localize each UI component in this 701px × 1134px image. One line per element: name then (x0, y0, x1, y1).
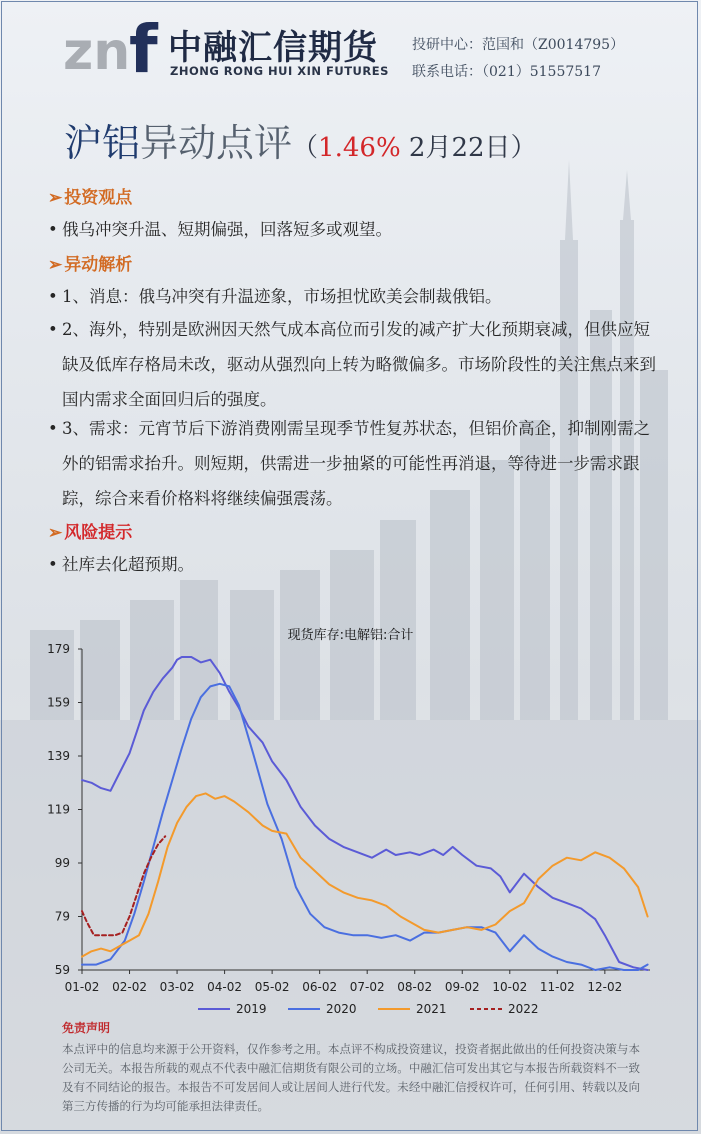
x-tick-label: 11-02 (539, 980, 575, 994)
series-line-2019 (82, 657, 648, 970)
title-product: 沪铝 (64, 121, 141, 165)
y-tick-label: 59 (54, 963, 70, 977)
x-tick-label: 05-02 (254, 980, 290, 994)
x-tick-label: 12-02 (587, 980, 623, 994)
inventory-line-chart (0, 640, 701, 1025)
x-tick-label: 06-02 (302, 980, 338, 994)
disclaimer-title: 免责声明 (62, 1021, 111, 1035)
x-tick-label: 01-02 (64, 980, 100, 994)
title-paren-close: ） (510, 133, 537, 163)
bullet-icon: • (48, 555, 58, 574)
y-tick-label: 179 (47, 642, 70, 656)
section-label: 风险提示 (64, 523, 133, 543)
view-item (48, 212, 660, 247)
title-date: 2月22日 (400, 133, 511, 163)
legend-label-2019: 2019 (236, 1002, 267, 1016)
legend-label-2021: 2021 (416, 1002, 447, 1016)
x-tick-label: 10-02 (492, 980, 528, 994)
legend-label-2022: 2022 (508, 1002, 539, 1016)
series-line-2020 (82, 684, 648, 970)
section-label: 异动解析 (64, 255, 133, 275)
y-tick-label: 159 (47, 695, 70, 710)
x-tick-label: 08-02 (397, 980, 433, 994)
bullet-icon: • (48, 287, 58, 306)
risk-item (48, 547, 660, 582)
company-logo-mark (63, 14, 163, 76)
arrow-icon: ➢ (48, 523, 63, 543)
arrow-icon: ➢ (48, 188, 63, 208)
arrow-icon: ➢ (48, 255, 63, 275)
section-risk (48, 518, 132, 543)
y-tick-label: 99 (54, 856, 70, 870)
bullet-icon: • (48, 320, 58, 339)
analysis-item-3 (48, 411, 660, 516)
svg-text:f: f (129, 14, 158, 76)
analysis-item-1 (48, 279, 660, 314)
company-name-en: ZHONG RONG HUI XIN FUTURES (170, 64, 389, 78)
view-text: 俄乌冲突升温、短期偏强，回落短多或观望。 (62, 220, 392, 239)
disclaimer-body: 本点评中的信息均来源于公开资料，仅作参考之用。本点评不构成投资建议，投资者据此做出的任何投资决策与本公司无关。本报告所载的观点不代表中融汇信期货有限公司的立场。中融汇信可发出其它与本报告所载资料不一致及有不同结论的报告。本报告不可发居间人或让居间人进行代发。未经中融汇信授权许可，任何引用、转载以及向第三方传播的行为均可能承担法律责任。 (62, 1042, 640, 1113)
company-name-cn: 中融汇信期货 (168, 28, 378, 68)
y-tick-label: 139 (47, 749, 70, 763)
analysis-text-3: 3、需求：元宵节后下游消费刚需呈现季节性复苏状态，但铝价高企，抑制刚需之外的铝需求抬升。则短期，供需进一步抽紧的可能性再消退，等待进一步需求跟踪，综合来看价格料将继续偏强震荡。 (62, 419, 650, 508)
series-line-2021 (82, 793, 648, 956)
research-contact: 投研中心：范国和（Z0014795） (412, 37, 625, 53)
y-tick-label: 119 (47, 802, 70, 817)
x-tick-label: 07-02 (349, 980, 385, 994)
svg-text:zn: zn (63, 22, 131, 76)
section-investment-view (48, 183, 132, 208)
analysis-text-2: 2、海外，特别是欧洲因天然气成本高位而引发的减产扩大化预期衰减，但供应短缺及低库存格局未改，驱动从强烈向上转为略微偏多。市场阶段性的关注焦点来到国内需求全面回归后的强度。 (62, 320, 656, 409)
section-analysis (48, 250, 132, 275)
phone-contact: 联系电话：（021）51557517 (412, 64, 601, 80)
legend-label-2020: 2020 (326, 1002, 357, 1016)
y-tick-label: 79 (54, 909, 70, 924)
title-paren-open: （ (292, 133, 319, 163)
bullet-icon: • (48, 220, 58, 239)
x-tick-label: 04-02 (207, 980, 243, 994)
analysis-item-2 (48, 312, 660, 417)
risk-text: 社库去化超预期。 (62, 555, 194, 574)
chart-title: 现货库存:电解铝:合计 (287, 628, 414, 643)
title-type: 异动点评 (140, 121, 293, 165)
analysis-text-1: 1、消息：俄乌冲突有升温迹象，市场担忧欧美会制裁俄铝。 (62, 287, 502, 306)
section-label: 投资观点 (64, 188, 133, 208)
x-tick-label: 09-02 (444, 980, 480, 994)
x-tick-label: 02-02 (112, 980, 147, 994)
x-tick-label: 03-02 (159, 980, 195, 994)
title-change-pct: 1.46% (318, 133, 401, 163)
bullet-icon: • (48, 419, 58, 438)
page-title (64, 112, 537, 167)
